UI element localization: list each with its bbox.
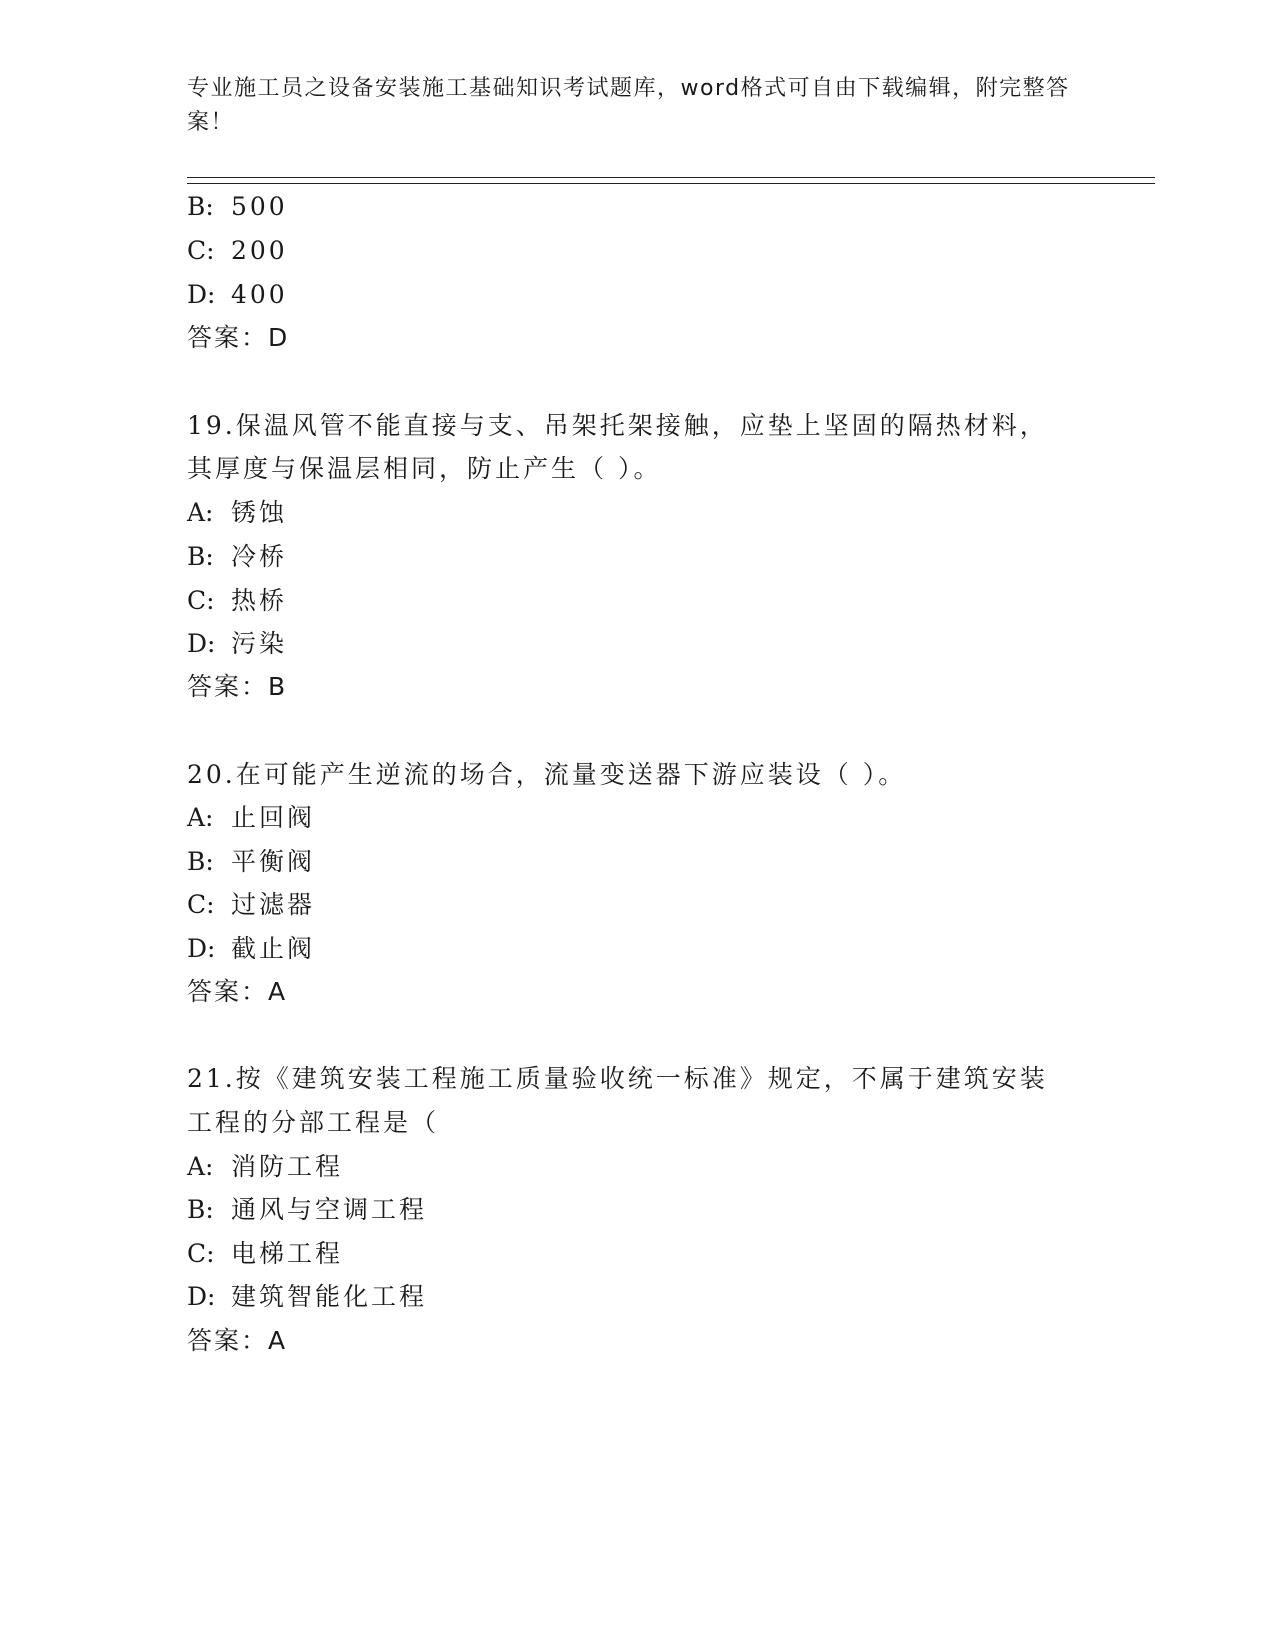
answer-line: 答案：B [187,672,288,701]
option-text: 截止阀 [231,934,316,963]
document-header-title: 专业施工员之设备安装施工基础知识考试题库，word格式可自由下载编辑，附完整答案！ [187,76,1070,135]
option-key: A: [187,803,214,832]
question-19-line-1: 19.保温风管不能直接与支、吊架托架接触，应垫上坚固的隔热材料， [187,411,1048,440]
option-text: 消防工程 [231,1152,344,1181]
answer-line: 答案：D [187,323,290,352]
question-21-line-1: 21.按《建筑安装工程施工质量验收统一标准》规定，不属于建筑安装 [187,1064,1048,1093]
option-text: 冷桥 [231,542,288,571]
option-text: 电梯工程 [231,1239,344,1268]
answer-line: 答案：A [187,977,288,1006]
option-text: 通风与空调工程 [231,1195,428,1224]
option-text: 热桥 [231,586,288,615]
option-d [187,627,287,661]
option-c [187,584,287,618]
option-key: C: [187,236,215,265]
header-divider-top [187,177,1155,178]
option-key: C: [187,890,215,919]
answer-line: 答案：A [187,1326,288,1355]
option-a [187,801,315,835]
option-c [187,888,315,922]
option-b [187,190,288,224]
option-text: 建筑智能化工程 [231,1282,428,1311]
option-text: 平衡阀 [231,847,316,876]
question-20-line-1: 20.在可能产生逆流的场合，流量变送器下游应装设（ ）。 [187,760,907,789]
question-19-line-2: 其厚度与保温层相同，防止产生（ ）。 [187,454,662,483]
option-b [187,1193,427,1227]
option-key: C: [187,586,215,615]
option-text: 止回阀 [231,803,316,832]
option-c [187,1237,343,1271]
option-key: A: [187,498,214,527]
option-key: A: [187,1152,214,1181]
option-text: 500 [231,192,288,221]
option-c [187,234,288,268]
option-b [187,845,315,879]
option-text: 过滤器 [231,890,316,919]
option-key: B: [187,542,214,571]
option-d [187,278,288,312]
option-b [187,540,287,574]
option-a [187,496,287,530]
question-21-line-2: 工程的分部工程是（ [187,1108,440,1137]
option-key: B: [187,1195,214,1224]
option-key: D: [187,280,216,309]
option-d [187,932,315,966]
option-a [187,1150,343,1184]
option-key: B: [187,192,214,221]
option-d [187,1280,427,1314]
option-text: 200 [231,236,288,265]
option-text: 锈蚀 [231,498,288,527]
option-text: 400 [231,280,288,309]
header-divider-bottom [187,183,1155,184]
option-key: B: [187,847,214,876]
option-key: D: [187,629,216,658]
option-key: D: [187,934,216,963]
option-key: C: [187,1239,215,1268]
option-key: D: [187,1282,216,1311]
option-text: 污染 [231,629,288,658]
